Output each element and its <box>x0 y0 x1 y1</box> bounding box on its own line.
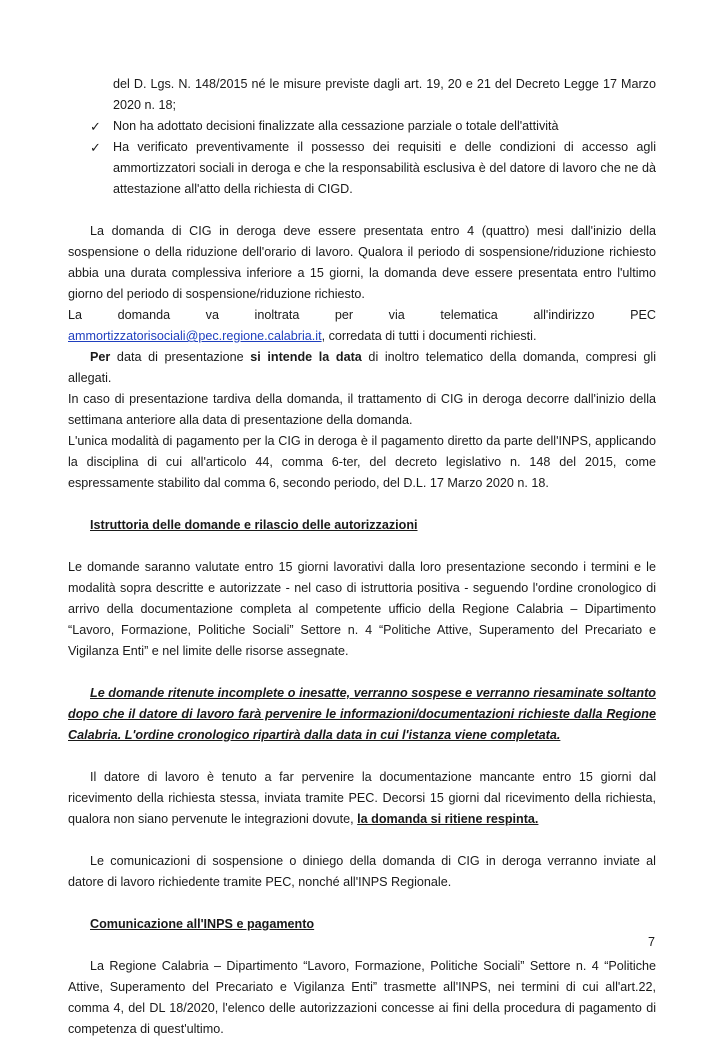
paragraph-communications: Le comunicazioni di sospensione o diniego della domanda di CIG in deroga verranno inviate al datore di lavoro richiedente tramite PEC, nonché all'INPS Regionale. <box>68 854 656 889</box>
list-item-continuation: del D. Lgs. N. 148/2015 né le misure previste dagli art. 19, 20 e 21 del Decreto Legge 17 Marzo 2020 n. 18; <box>113 77 656 112</box>
document-body <box>68 74 656 1040</box>
checkmark-icon: ✓ <box>90 140 101 155</box>
list-item-text: Ha verificato preventivamente il possesso dei requisiti e delle condizioni di accesso agli ammortizzatori sociali in deroga e che la responsabilità esclusiva è del datore di lavoro che ne dà attestazione all'atto della richiesta di CIGD. <box>113 140 656 196</box>
paragraph-text: data di presentazione <box>110 350 251 364</box>
paragraph-text: La domanda va inoltrata per via telematica all'indirizzo PEC <box>68 308 656 322</box>
section-heading-istruttoria: Istruttoria delle domande e rilascio delle autorizzazioni <box>90 518 418 532</box>
paragraph-payment: L'unica modalità di pagamento per la CIG in deroga è il pagamento diretto da parte dell'INPS, applicando la disciplina di cui all'articolo 44, comma 6-ter, del decreto legislativo n. 148 del 2015, come espressamente stabilito dal comma 6, secondo periodo, del D.L. 17 Marzo 2020 n. 18. <box>68 434 656 490</box>
paragraph-missing-docs <box>68 767 656 830</box>
paragraph-deadline: La domanda di CIG in deroga deve essere presentata entro 4 (quattro) mesi dall'inizio della sospensione o della riduzione dell'orario di lavoro. Qualora il periodo di sospensione/riduzione richiesto abbia una durata complessiva inferiore a 15 giorni, la domanda deve essere presentata entro l'ultimo giorno del periodo di sospensione/riduzione richiesto. <box>68 224 656 301</box>
pec-email-link[interactable]: ammortizzatorisociali@pec.regione.calabria.it <box>68 329 322 343</box>
warning-paragraph: Le domande ritenute incomplete o inesatte, verranno sospese e verranno riesaminate soltanto dopo che il datore di lavoro farà pervenire le informazioni/documentazioni richieste dalla Regione Calabria. L'ordine cronologico ripartirà dalla data in cui l'istanza viene completata. <box>68 686 656 742</box>
section-heading-inps: Comunicazione all'INPS e pagamento <box>90 917 315 931</box>
paragraph-text: di inoltro telematico della domanda, compresi gli allegati. <box>68 350 656 385</box>
bold-text: si intende la data <box>250 350 362 364</box>
paragraph-submission-date <box>68 347 656 389</box>
bold-underlined-text: la domanda si ritiene respinta. <box>357 812 539 826</box>
paragraph-late-submission: In caso di presentazione tardiva della domanda, il trattamento di CIG in deroga decorre dall'inizio della settimana anteriore alla data di presentazione della domanda. <box>68 392 656 427</box>
list-item-text: Non ha adottato decisioni finalizzate alla cessazione parziale o totale dell'attività <box>113 119 559 133</box>
paragraph-text: Il datore di lavoro è tenuto a far pervenire la documentazione mancante entro 15 giorni dal ricevimento della richiesta stessa, inviata tramite PEC. Decorsi 15 giorni dal ricevimento della richiesta, qualora non siano pervenute le integrazioni dovute, <box>68 770 656 826</box>
bold-text: Per <box>90 350 111 364</box>
checkmark-icon: ✓ <box>90 119 101 134</box>
page-number: 7 <box>648 935 656 949</box>
list-item <box>68 137 656 200</box>
paragraph-inps-transmission: La Regione Calabria – Dipartimento “Lavoro, Formazione, Politiche Sociali” Settore n. 4 “Politiche Attive, Superamento del Precariato e Vigilanza Enti” trasmette all'INPS, nei termini di cui all'art.22, comma 4, del DL 18/2020, l'elenco delle autorizzazioni concesse ai fini della procedura di pagamento di competenza di quest'ultimo. <box>68 959 656 1036</box>
paragraph-evaluation: Le domande saranno valutate entro 15 giorni lavorativi dalla loro presentazione secondo i termini e le modalità sopra descritte e autorizzate - nel caso di istruttoria positiva - seguendo l'ordine cronologico di arrivo della documentazione completa al competente ufficio della Regione Calabria – Dipartimento “Lavoro, Formazione, Politiche Sociali” Settore n. 4 “Politiche Attive, Superamento del Precariato e Vigilanza Enti” e nel limite delle risorse assegnate. <box>68 560 656 658</box>
paragraph-text: , corredata di tutti i documenti richiesti. <box>321 329 537 343</box>
list-item <box>68 116 656 137</box>
paragraph-pec <box>68 305 656 347</box>
